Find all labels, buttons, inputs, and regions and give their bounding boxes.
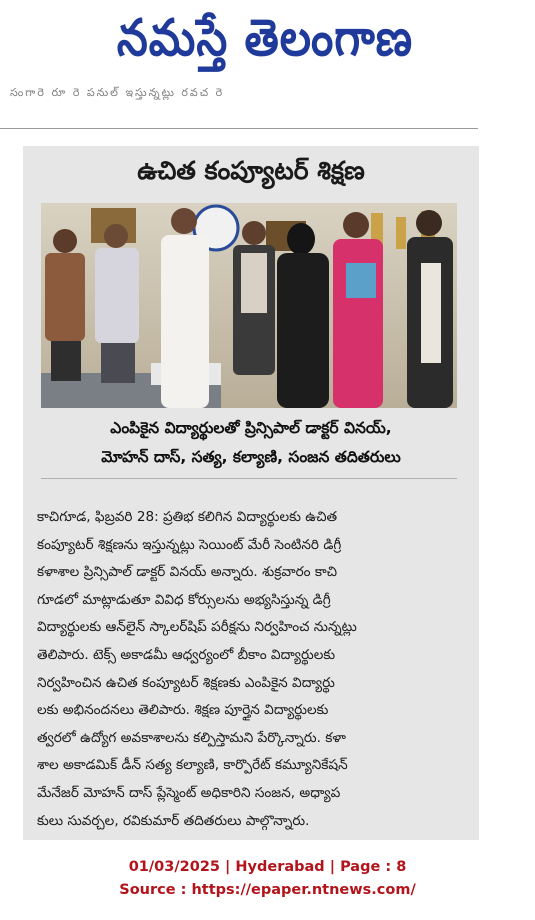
body-line: గూడలో మాట్లాడుతూ వివిధ కోర్సులను అభ్యసిస్తున్న డిగ్రీ: [37, 591, 331, 608]
body-line: లకు అభినందనలు తెలిపారు. శిక్షణ పూర్తైన విద్యార్థులకు: [37, 702, 329, 719]
body-line: కంప్యూటర్ శిక్షణను ఇస్తున్నట్లు సెయింట్ మేరీ సెంటినరి డిగ్రీ: [37, 536, 342, 553]
article-photo: [41, 203, 457, 408]
body-line: విద్యార్థులకు ఆన్‌లైన్ స్కాలర్‌షిప్ పరీక్షను నిర్వహించ నున్నట్లు: [37, 619, 357, 636]
body-line: కళాశాల ప్రిన్సిపాల్ డాక్టర్ వినయ్ అన్నారు. శుక్రవారం కాచి: [37, 564, 338, 581]
caption-line: మోహన్ దాస్, సత్య, కల్యాణి, సంజన తదితరులు: [101, 448, 401, 466]
body-line: కాచిగూడ, ఫిబ్రవరి 28: ప్రతిభ కలిగిన విద్యార్థులకు ఉచిత: [37, 509, 338, 525]
body-line: శాల అకాడమిక్ డీన్ సత్య కల్యాణి, కార్పొరేట్ కమ్యూనికేషన్: [37, 757, 348, 774]
body-line: తెలిపారు. టెక్స్ అకాడమీ ఆధ్వర్యంలో బీకాం విద్యార్థులకు: [37, 646, 336, 663]
group-photo-image: [41, 203, 457, 408]
article-body: [37, 504, 467, 835]
divider: [0, 128, 478, 129]
news-article: [23, 146, 479, 840]
source-link[interactable]: Source : https://epaper.ntnews.com/: [119, 882, 416, 898]
cut-off-text-line: సంగారె రూ రె పనుల్ ఇస్తున్నట్లు రవచ రె: [10, 86, 225, 99]
edition-info: 01/03/2025 | Hyderabad | Page : 8: [128, 859, 407, 875]
photo-caption: [41, 414, 461, 472]
body-line: కులు సువర్చల, రవికుమార్ తదితరులు పాల్గొన్నారు.: [37, 812, 310, 829]
masthead-title: నమస్తే తెలంగాణ: [116, 9, 414, 68]
newspaper-masthead: [60, 2, 470, 80]
body-line: మేనేజర్ మోహన్ దాస్ ప్లేస్మెంట్ అధికారిని సంజన, అధ్యాప: [37, 784, 341, 801]
caption-divider: [41, 478, 457, 479]
caption-line: ఎంపికైన విద్యార్థులతో ప్రిన్సిపాల్ డాక్టర్ వినయ్,: [110, 419, 392, 437]
article-headline: ఉచిత కంప్యూటర్ శిక్షణ: [137, 156, 365, 185]
page-footer: [0, 856, 535, 902]
body-line: నిర్వహించిన ఉచిత కంప్యూటర్ శిక్షణకు ఎంపికైన విద్యార్థు: [37, 674, 335, 691]
body-line: త్వరలో ఉద్యోగ అవకాశాలను కల్పిస్తామని పేర్కొన్నారు. కళా: [37, 729, 346, 746]
